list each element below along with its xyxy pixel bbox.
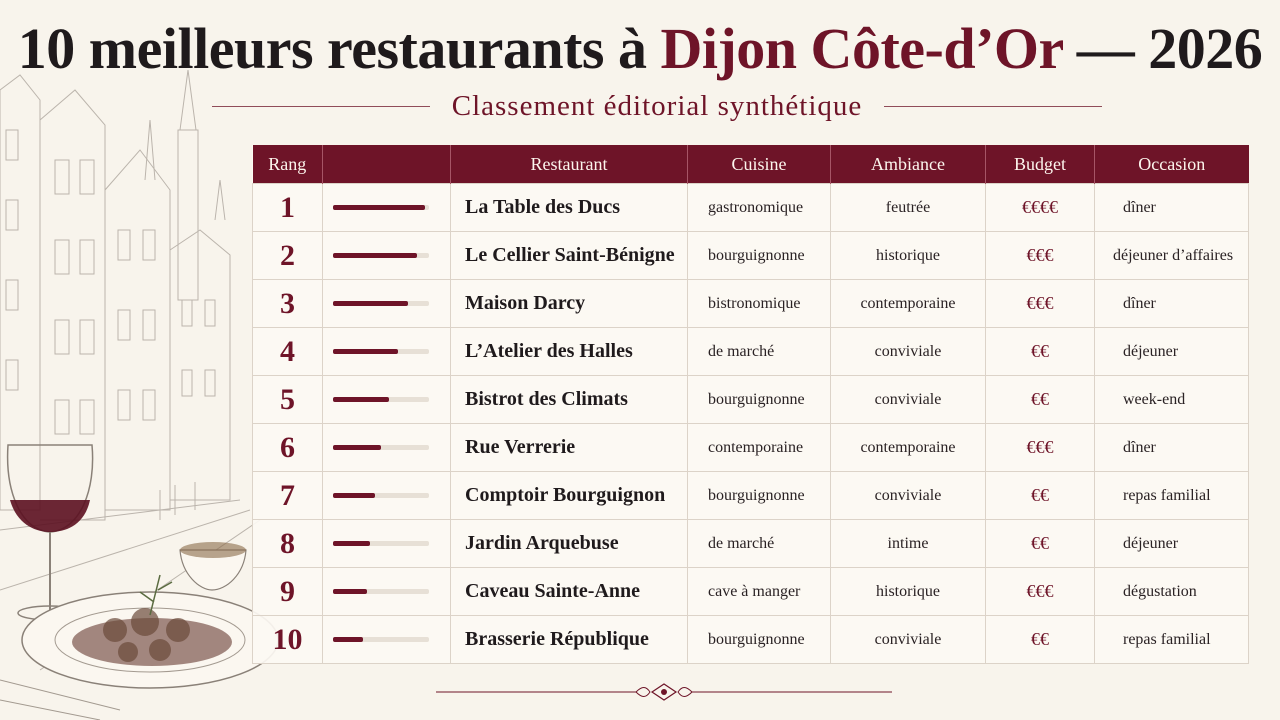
- page-title: [0, 14, 1280, 84]
- restaurant-name: La Table des Ducs: [451, 184, 688, 232]
- cuisine-cell: bourguignonne: [688, 616, 831, 664]
- header-occasion: Occasion: [1095, 145, 1249, 184]
- subtitle-rule-left: [212, 106, 430, 107]
- table-header-row: [253, 145, 1249, 184]
- cuisine-cell: bistronomique: [688, 280, 831, 328]
- score-bar-fill: [333, 445, 381, 450]
- bowl-icon: [180, 542, 246, 590]
- ambiance-cell: historique: [831, 568, 986, 616]
- cuisine-cell: bourguignonne: [688, 232, 831, 280]
- header-ambiance: Ambiance: [831, 145, 986, 184]
- ornamental-divider-icon: [436, 680, 892, 704]
- ambiance-cell: intime: [831, 520, 986, 568]
- header-rank: Rang: [253, 145, 323, 184]
- budget-cell: €€: [986, 376, 1095, 424]
- rank-cell: 9: [253, 568, 323, 616]
- dish-icon: [0, 575, 278, 720]
- rank-cell: 7: [253, 472, 323, 520]
- table-row: [253, 184, 1249, 232]
- title-city: Dijon Côte-d’Or: [660, 16, 1063, 81]
- rank-cell: 5: [253, 376, 323, 424]
- score-bar-fill: [333, 205, 425, 210]
- score-bar-cell: [323, 232, 451, 280]
- wine-glass-icon: [8, 445, 93, 620]
- table-row: [253, 568, 1249, 616]
- restaurant-name: Rue Verrerie: [451, 424, 688, 472]
- score-bar-track: [333, 301, 429, 306]
- cuisine-cell: cave à manger: [688, 568, 831, 616]
- score-bar-cell: [323, 376, 451, 424]
- ambiance-cell: conviviale: [831, 472, 986, 520]
- score-bar-cell: [323, 616, 451, 664]
- score-bar-cell: [323, 280, 451, 328]
- score-bar-track: [333, 541, 429, 546]
- table-row: [253, 328, 1249, 376]
- budget-cell: €€: [986, 616, 1095, 664]
- title-prefix: 10 meilleurs restaurants à: [17, 16, 661, 81]
- budget-cell: €€: [986, 472, 1095, 520]
- title-suffix: — 2026: [1062, 16, 1263, 81]
- rank-cell: 2: [253, 232, 323, 280]
- score-bar-fill: [333, 541, 370, 546]
- restaurant-name: Le Cellier Saint-Bénigne: [451, 232, 688, 280]
- occasion-cell: repas familial: [1095, 616, 1249, 664]
- restaurant-name: Brasserie République: [451, 616, 688, 664]
- budget-cell: €€: [986, 328, 1095, 376]
- cuisine-cell: bourguignonne: [688, 472, 831, 520]
- occasion-cell: déjeuner: [1095, 520, 1249, 568]
- score-bar-track: [333, 637, 429, 642]
- restaurant-name: Bistrot des Climats: [451, 376, 688, 424]
- table-row: [253, 424, 1249, 472]
- budget-cell: €€: [986, 520, 1095, 568]
- occasion-cell: dégustation: [1095, 568, 1249, 616]
- restaurant-name: Maison Darcy: [451, 280, 688, 328]
- header-budget: Budget: [986, 145, 1095, 184]
- score-bar-cell: [323, 568, 451, 616]
- occasion-cell: week-end: [1095, 376, 1249, 424]
- score-bar-fill: [333, 301, 408, 306]
- occasion-cell: déjeuner d’affaires: [1095, 232, 1249, 280]
- cuisine-cell: de marché: [688, 520, 831, 568]
- table-row: [253, 616, 1249, 664]
- rank-cell: 1: [253, 184, 323, 232]
- occasion-cell: repas familial: [1095, 472, 1249, 520]
- score-bar-cell: [323, 472, 451, 520]
- ranking-table: [252, 145, 1249, 664]
- subtitle: Classement éditorial synthétique: [451, 89, 863, 122]
- score-bar-track: [333, 589, 429, 594]
- score-bar-fill: [333, 397, 389, 402]
- score-bar-fill: [333, 493, 375, 498]
- rank-cell: 3: [253, 280, 323, 328]
- score-bar-fill: [333, 589, 367, 594]
- score-bar-track: [333, 349, 429, 354]
- ambiance-cell: contemporaine: [831, 424, 986, 472]
- score-bar-fill: [333, 349, 398, 354]
- budget-cell: €€€: [986, 568, 1095, 616]
- table-row: [253, 376, 1249, 424]
- occasion-cell: dîner: [1095, 280, 1249, 328]
- score-bar-track: [333, 397, 429, 402]
- score-bar-cell: [323, 184, 451, 232]
- ambiance-cell: historique: [831, 232, 986, 280]
- table-row: [253, 520, 1249, 568]
- table-row: [253, 472, 1249, 520]
- score-bar-cell: [323, 328, 451, 376]
- table-row: [253, 232, 1249, 280]
- rank-cell: 10: [253, 616, 323, 664]
- score-bar-track: [333, 205, 429, 210]
- score-bar-cell: [323, 424, 451, 472]
- budget-cell: €€€: [986, 280, 1095, 328]
- ambiance-cell: contemporaine: [831, 280, 986, 328]
- header-cuisine: Cuisine: [688, 145, 831, 184]
- rank-cell: 4: [253, 328, 323, 376]
- score-bar-track: [333, 253, 429, 258]
- table-row: [253, 280, 1249, 328]
- budget-cell: €€€: [986, 232, 1095, 280]
- ambiance-cell: feutrée: [831, 184, 986, 232]
- ambiance-cell: conviviale: [831, 616, 986, 664]
- occasion-cell: dîner: [1095, 184, 1249, 232]
- ambiance-cell: conviviale: [831, 328, 986, 376]
- budget-cell: €€€€: [986, 184, 1095, 232]
- budget-cell: €€€: [986, 424, 1095, 472]
- rank-cell: 8: [253, 520, 323, 568]
- cuisine-cell: contemporaine: [688, 424, 831, 472]
- restaurant-name: Comptoir Bourguignon: [451, 472, 688, 520]
- score-bar-track: [333, 493, 429, 498]
- restaurant-name: L’Atelier des Halles: [451, 328, 688, 376]
- cuisine-cell: bourguignonne: [688, 376, 831, 424]
- cuisine-cell: gastronomique: [688, 184, 831, 232]
- header-restaurant: Restaurant: [451, 145, 688, 184]
- ambiance-cell: conviviale: [831, 376, 986, 424]
- score-bar-cell: [323, 520, 451, 568]
- score-bar-track: [333, 445, 429, 450]
- occasion-cell: déjeuner: [1095, 328, 1249, 376]
- rank-cell: 6: [253, 424, 323, 472]
- occasion-cell: dîner: [1095, 424, 1249, 472]
- score-bar-fill: [333, 253, 417, 258]
- subtitle-row: [212, 86, 1102, 126]
- cuisine-cell: de marché: [688, 328, 831, 376]
- subtitle-rule-right: [884, 106, 1102, 107]
- score-bar-fill: [333, 637, 363, 642]
- header-score: [323, 145, 451, 184]
- restaurant-name: Caveau Sainte-Anne: [451, 568, 688, 616]
- restaurant-name: Jardin Arquebuse: [451, 520, 688, 568]
